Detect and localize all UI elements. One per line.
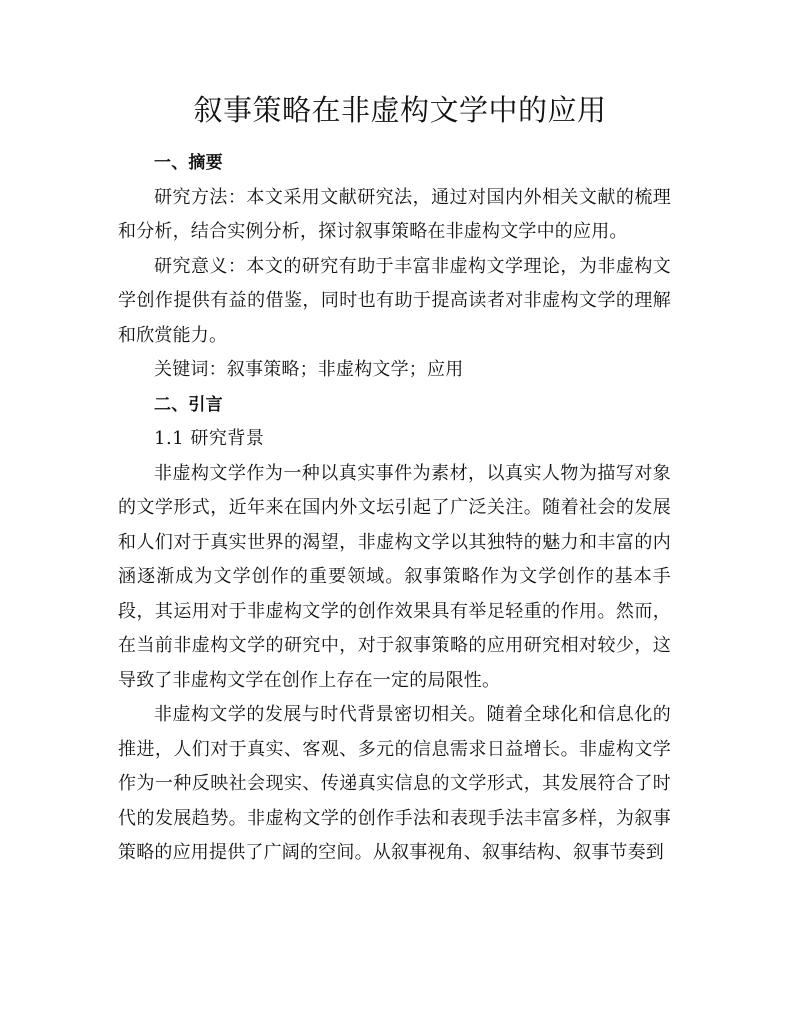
paragraph-method: 研究方法：本文采用文献研究法，通过对国内外相关文献的梳理和分析，结合实例分析，探讨叙事策略在非虚构文学中的应用。 xyxy=(118,186,671,242)
paragraph-keywords: 关键词：叙事策略；非虚构文学；应用 xyxy=(154,359,464,380)
subsection-heading-background: 1.1 研究背景 xyxy=(154,428,265,449)
paragraph-significance: 研究意义：本文的研究有助于丰富非虚构文学理论，为非虚构文学创作提供有益的借鉴，同时也有助于提高读者对非虚构文学的理解和欣赏能力。 xyxy=(118,255,671,346)
document-body xyxy=(118,146,671,871)
paragraph-background-1: 非虚构文学作为一种以真实事件为素材，以真实人物为描写对象的文学形式，近年来在国内外文坛引起了广泛关注。随着社会的发展和人们对于真实世界的渴望，非虚构文学以其独特的魅力和丰富的内涵逐渐成为文学创作的重要领域。叙事策略作为文学创作的基本手段，其运用对于非虚构文学的创作效果具有举足轻重的作用。然而，在当前非虚构文学的研究中，对于叙事策略的应用研究相对较少，这导致了非虚构文学在创作上存在一定的局限性。 xyxy=(118,462,671,691)
section-heading-abstract: 一、摘要 xyxy=(154,153,223,173)
paragraph-background-2: 非虚构文学的发展与时代背景密切相关。随着全球化和信息化的推进，人们对于真实、客观、多元的信息需求日益增长。非虚构文学作为一种反映社会现实、传递真实信息的文学形式，其发展符合了时代的发展趋势。非虚构文学的创作手法和表现手法丰富多样，为叙事策略的应用提供了广阔的空间。从叙事视角、叙事结构、叙事节奏到 xyxy=(118,704,671,863)
section-heading-intro: 二、引言 xyxy=(154,394,223,415)
document-title: 叙事策略在非虚构文学中的应用 xyxy=(193,93,607,127)
